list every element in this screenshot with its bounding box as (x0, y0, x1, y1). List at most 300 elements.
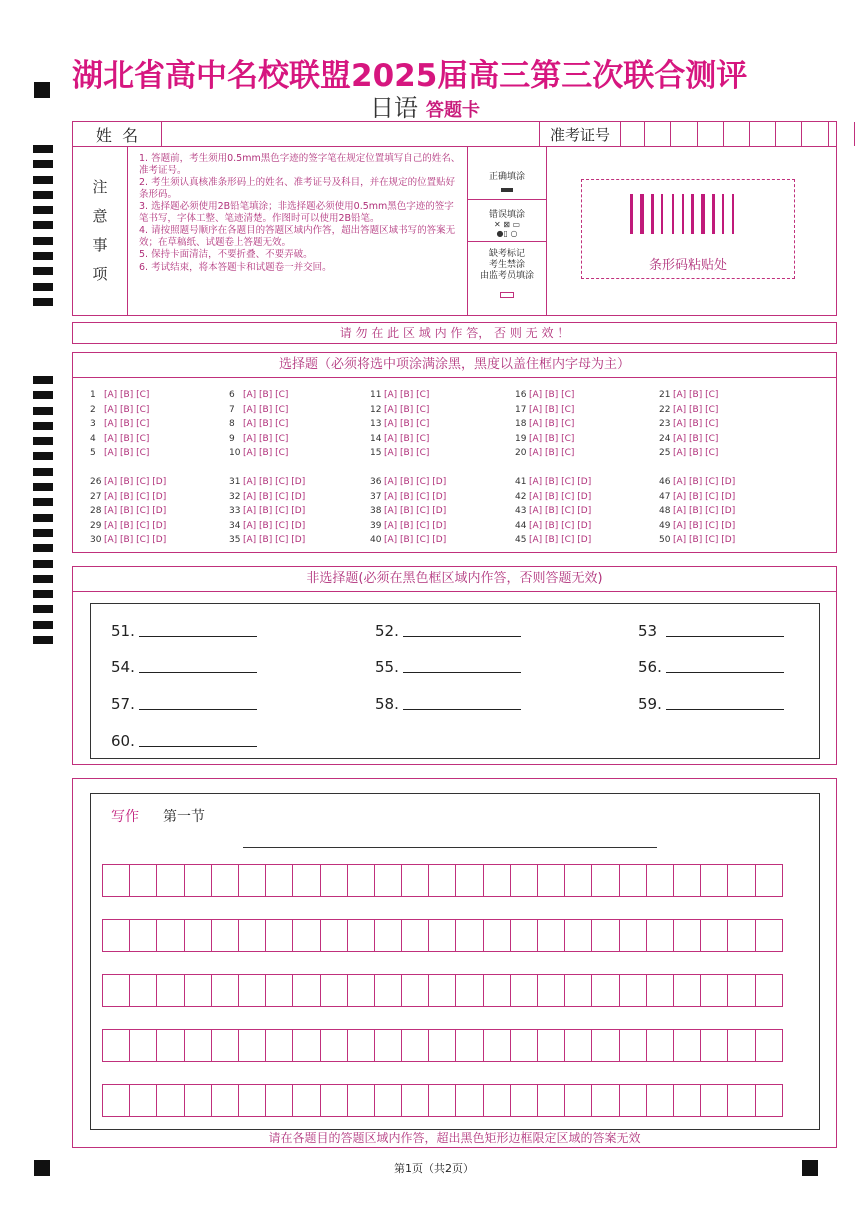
writing-cell[interactable] (129, 1084, 157, 1117)
mc-options[interactable]: [A] [B] [C] (243, 448, 289, 458)
writing-cell[interactable] (102, 1029, 130, 1062)
writing-cell[interactable] (619, 1084, 647, 1117)
mc-options[interactable]: [A] [B] [C] (673, 390, 719, 400)
mc-question[interactable] (90, 506, 166, 516)
writing-cell[interactable] (184, 864, 212, 897)
mc-question[interactable] (659, 405, 718, 415)
mc-options[interactable]: [A] [B] [C] [D] (104, 535, 167, 545)
notice-item: 4. 请按照题号顺序在各题目的答题区域内作答，超出答题区域书写的答案无效；在草稿纸、试题卷上答题无效。 (139, 225, 456, 248)
mc-options[interactable]: [A] [B] [C] [D] (384, 506, 447, 516)
writing-cell[interactable] (646, 864, 674, 897)
writing-cell[interactable] (292, 974, 320, 1007)
blank-answer-line[interactable] (139, 746, 257, 747)
writing-cell[interactable] (374, 1029, 402, 1062)
timing-mark (33, 191, 53, 199)
mc-question[interactable] (229, 477, 305, 487)
mc-options[interactable]: [A] [B] [C] (529, 419, 575, 429)
mc-question[interactable] (515, 492, 591, 502)
writing-cell[interactable] (727, 974, 755, 1007)
wrong-fill-cell (468, 199, 546, 242)
barcode-icon (630, 194, 741, 234)
writing-cell[interactable] (292, 1029, 320, 1062)
writing-cell[interactable] (156, 864, 184, 897)
writing-cell[interactable] (428, 919, 456, 952)
writing-cell[interactable] (401, 919, 429, 952)
writing-cell[interactable] (727, 1029, 755, 1062)
writing-cell[interactable] (211, 1084, 239, 1117)
mc-options[interactable]: [A] [B] [C] [D] (529, 491, 592, 502)
mc-question[interactable] (370, 506, 446, 516)
writing-cell[interactable] (347, 919, 375, 952)
mc-options[interactable]: [A] [B] [C] [D] (104, 520, 167, 531)
writing-cell[interactable] (483, 974, 511, 1007)
writing-cell[interactable] (755, 919, 783, 952)
mc-question-number: 17 (515, 404, 527, 415)
writing-cell[interactable] (755, 974, 783, 1007)
writing-cell[interactable] (292, 919, 320, 952)
writing-cell[interactable] (646, 1029, 674, 1062)
writing-cell[interactable] (564, 1029, 592, 1062)
mc-question-number: 44 (515, 520, 527, 531)
writing-cell[interactable] (537, 864, 565, 897)
writing-cell[interactable] (401, 974, 429, 1007)
writing-cell[interactable] (700, 864, 728, 897)
mc-options[interactable]: [A] [B] [C] (384, 390, 430, 400)
writing-cell[interactable] (238, 919, 266, 952)
timing-marks-group-1 (33, 145, 53, 313)
timing-mark (33, 560, 53, 568)
writing-cell[interactable] (673, 1029, 701, 1062)
mc-question[interactable] (229, 521, 305, 531)
mc-options[interactable]: [A] [B] [C] (529, 390, 575, 400)
writing-cell[interactable] (211, 864, 239, 897)
writing-cell[interactable] (619, 974, 647, 1007)
writing-cell[interactable] (265, 864, 293, 897)
mc-options[interactable]: [A] [B] [C] (673, 404, 719, 415)
timing-mark (33, 483, 53, 491)
mc-options[interactable]: [A] [B] [C] (104, 433, 150, 444)
exam-id-box[interactable] (671, 122, 697, 146)
writing-cell[interactable] (102, 864, 130, 897)
writing-cell[interactable] (455, 1084, 483, 1117)
writing-cell[interactable] (292, 864, 320, 897)
writing-cell[interactable] (211, 919, 239, 952)
absent-box[interactable] (500, 292, 514, 298)
writing-cell[interactable] (401, 1029, 429, 1062)
mc-options[interactable]: [A] [B] [C] (104, 404, 150, 415)
writing-cell[interactable] (320, 864, 348, 897)
writing-cell[interactable] (591, 974, 619, 1007)
mc-question[interactable] (90, 434, 149, 444)
writing-cell[interactable] (292, 1084, 320, 1117)
writing-cell[interactable] (564, 974, 592, 1007)
writing-cell[interactable] (673, 864, 701, 897)
writing-cell[interactable] (156, 919, 184, 952)
writing-cell[interactable] (727, 1084, 755, 1117)
mc-options[interactable]: [A] [B] [C] [D] (384, 491, 447, 502)
mc-question[interactable] (90, 390, 149, 400)
mc-question[interactable] (659, 521, 735, 531)
writing-cell[interactable] (320, 919, 348, 952)
writing-cell[interactable] (564, 864, 592, 897)
mc-options[interactable]: [A] [B] [C] (243, 419, 289, 429)
writing-cell[interactable] (700, 974, 728, 1007)
mc-question[interactable] (90, 448, 149, 458)
blank-label: 54. (111, 658, 135, 676)
timing-mark (33, 468, 53, 476)
mc-question-number: 12 (370, 404, 382, 415)
notice-item: 1. 答题前，考生须用0.5mm黑色字迹的签字笔在规定位置填写自己的姓名、准考证号。 (139, 153, 461, 176)
mc-question[interactable] (370, 434, 429, 444)
writing-cell[interactable] (428, 864, 456, 897)
mc-question[interactable] (229, 506, 305, 516)
page-subtitle (370, 88, 480, 122)
mc-question[interactable] (90, 405, 149, 415)
writing-cell[interactable] (673, 1084, 701, 1117)
writing-cell[interactable] (537, 1029, 565, 1062)
writing-cell[interactable] (510, 864, 538, 897)
mc-question[interactable] (90, 492, 166, 502)
writing-cell[interactable] (591, 1084, 619, 1117)
writing-cell[interactable] (510, 1084, 538, 1117)
writing-cell[interactable] (700, 1029, 728, 1062)
writing-title-line[interactable] (243, 847, 657, 848)
mc-question[interactable] (370, 405, 429, 415)
exam-id-boxes[interactable] (619, 122, 868, 146)
writing-cell[interactable] (374, 974, 402, 1007)
writing-cell[interactable] (238, 864, 266, 897)
writing-cell[interactable] (129, 919, 157, 952)
exam-id-box[interactable] (776, 122, 802, 146)
writing-cell[interactable] (347, 1084, 375, 1117)
mc-options[interactable]: [A] [B] [C] [D] (673, 506, 736, 516)
mc-question-number: 14 (370, 433, 382, 444)
timing-mark (33, 636, 53, 644)
writing-cell[interactable] (727, 919, 755, 952)
writing-cell[interactable] (591, 919, 619, 952)
blank-label: 59. (638, 695, 662, 713)
writing-cell[interactable] (428, 974, 456, 1007)
writing-grid-row (102, 919, 808, 952)
writing-cell[interactable] (129, 1029, 157, 1062)
mc-question[interactable] (229, 390, 288, 400)
writing-cell[interactable] (265, 1084, 293, 1117)
blank-answer-line[interactable] (403, 709, 521, 710)
mc-options[interactable]: [A] [B] [C] [D] (243, 520, 306, 531)
mc-question[interactable] (229, 419, 288, 429)
blank-answer-line[interactable] (139, 636, 257, 637)
mc-options[interactable]: [A] [B] [C] (384, 419, 430, 429)
writing-cell[interactable] (265, 974, 293, 1007)
writing-cell[interactable] (673, 919, 701, 952)
writing-cell[interactable] (184, 1029, 212, 1062)
mc-question[interactable] (515, 521, 591, 531)
writing-cell[interactable] (591, 864, 619, 897)
writing-cell[interactable] (184, 1084, 212, 1117)
mc-question[interactable] (370, 535, 446, 545)
mc-question[interactable] (370, 448, 429, 458)
writing-cell[interactable] (374, 919, 402, 952)
writing-cell[interactable] (156, 1084, 184, 1117)
writing-cell[interactable] (401, 1084, 429, 1117)
writing-cell[interactable] (564, 1084, 592, 1117)
timing-mark (33, 283, 53, 291)
corner-mark-top-left (34, 82, 50, 98)
exam-id-box[interactable] (619, 122, 645, 146)
mc-question[interactable] (659, 390, 718, 400)
mc-options[interactable]: [A] [B] [C] [D] (104, 477, 167, 487)
writing-cell[interactable] (428, 1084, 456, 1117)
writing-cell[interactable] (537, 1084, 565, 1117)
mc-options[interactable]: [A] [B] [C] [D] (104, 506, 167, 516)
mc-question[interactable] (370, 521, 446, 531)
mc-options[interactable]: [A] [B] [C] (529, 433, 575, 444)
writing-cell[interactable] (455, 974, 483, 1007)
writing-cell[interactable] (211, 974, 239, 1007)
mc-options[interactable]: [A] [B] [C] [D] (529, 535, 592, 545)
writing-cell[interactable] (211, 1029, 239, 1062)
exam-id-box[interactable] (750, 122, 776, 146)
writing-cell[interactable] (129, 864, 157, 897)
mc-options[interactable]: [A] [B] [C] [D] (384, 520, 447, 531)
mc-options[interactable]: [A] [B] [C] [D] (673, 520, 736, 531)
mc-options[interactable]: [A] [B] [C] [D] (384, 477, 447, 487)
writing-cell[interactable] (510, 1029, 538, 1062)
mc-question-number: 6 (229, 390, 235, 400)
exam-id-box[interactable] (724, 122, 750, 146)
mc-options[interactable]: [A] [B] [C] [D] (673, 491, 736, 502)
mc-question[interactable] (229, 405, 288, 415)
exam-id-box[interactable] (802, 122, 828, 146)
writing-cell[interactable] (483, 919, 511, 952)
writing-cell[interactable] (727, 864, 755, 897)
mc-question[interactable] (90, 521, 166, 531)
mc-question-number: 4 (90, 433, 96, 444)
mc-options[interactable]: [A] [B] [C] (673, 433, 719, 444)
writing-cell[interactable] (184, 974, 212, 1007)
mc-question-number: 25 (659, 448, 671, 458)
mc-options[interactable]: [A] [B] [C] [D] (673, 477, 736, 487)
mc-question-number: 40 (370, 535, 382, 545)
writing-cell[interactable] (755, 864, 783, 897)
mc-question[interactable] (659, 419, 718, 429)
no-answer-zone: 请 勿 在 此 区 域 内 作 答， 否 则 无 效 ！ (72, 322, 837, 344)
writing-cell[interactable] (455, 1029, 483, 1062)
writing-grid-row (102, 974, 808, 1007)
barcode-label: 条形码粘贴处 (648, 258, 727, 273)
name-label: 姓 名 (73, 122, 162, 146)
fill-title: 非选择题(必须在黑色框区域内作答，否则答题无效) (73, 567, 836, 592)
exam-id-box[interactable] (698, 122, 724, 146)
mc-question[interactable] (659, 448, 718, 458)
timing-mark (33, 437, 53, 445)
blank-answer-line[interactable] (139, 672, 257, 673)
writing-cell[interactable] (265, 919, 293, 952)
mc-options[interactable]: [A] [B] [C] [D] (104, 491, 167, 502)
writing-cell[interactable] (374, 1084, 402, 1117)
mc-question[interactable] (229, 492, 305, 502)
barcode-bar (736, 194, 738, 234)
mc-question[interactable] (659, 535, 735, 545)
mc-question[interactable] (90, 477, 166, 487)
writing-cell[interactable] (510, 974, 538, 1007)
mc-options[interactable]: [A] [B] [C] (104, 448, 150, 458)
notice-char: 注 (92, 178, 108, 196)
mc-question[interactable] (515, 506, 591, 516)
mc-options[interactable]: [A] [B] [C] (529, 448, 575, 458)
mc-options[interactable]: [A] [B] [C] [D] (529, 477, 592, 487)
barcode-bar (732, 194, 734, 234)
footer-warning: 请在各题目的答题区域内作答，超出黑色矩形边框限定区域的答案无效 (268, 1131, 641, 1145)
writing-cell[interactable] (537, 919, 565, 952)
blank-answer-line[interactable] (666, 672, 784, 673)
writing-section (72, 778, 837, 1148)
writing-cell[interactable] (156, 1029, 184, 1062)
writing-cell[interactable] (537, 974, 565, 1007)
exam-id-box[interactable] (855, 122, 868, 146)
mc-question[interactable] (229, 448, 288, 458)
writing-cell[interactable] (347, 864, 375, 897)
writing-cell[interactable] (320, 1084, 348, 1117)
writing-cell[interactable] (755, 1029, 783, 1062)
mc-question[interactable] (515, 390, 574, 400)
mc-question[interactable] (90, 419, 149, 429)
mc-options[interactable]: [A] [B] [C] [D] (384, 535, 447, 545)
mc-question-number: 19 (515, 433, 527, 444)
writing-cell[interactable] (347, 1029, 375, 1062)
blank-answer-line[interactable] (403, 636, 521, 637)
exam-id-box[interactable] (645, 122, 671, 146)
mc-question[interactable] (515, 477, 591, 487)
mc-options[interactable]: [A] [B] [C] [D] (243, 506, 306, 516)
absent-line: 缺考标记 (488, 249, 525, 259)
timing-mark (33, 605, 53, 613)
mc-options[interactable]: [A] [B] [C] (384, 448, 430, 458)
mc-question[interactable] (370, 477, 446, 487)
mc-question[interactable] (370, 390, 429, 400)
mc-options[interactable]: [A] [B] [C] [D] (243, 491, 306, 502)
writing-cell[interactable] (619, 1029, 647, 1062)
timing-mark (33, 621, 53, 629)
timing-mark (33, 206, 53, 214)
writing-cell[interactable] (646, 1084, 674, 1117)
writing-cell[interactable] (483, 1029, 511, 1062)
mc-question-number: 42 (515, 491, 527, 502)
mc-options[interactable]: [A] [B] [C] [D] (243, 477, 306, 487)
writing-cell[interactable] (619, 919, 647, 952)
writing-cell[interactable] (591, 1029, 619, 1062)
writing-cell[interactable] (102, 974, 130, 1007)
mc-options[interactable]: [A] [B] [C] (673, 448, 719, 458)
mc-question[interactable] (370, 419, 429, 429)
writing-cell[interactable] (320, 974, 348, 1007)
mc-options[interactable]: [A] [B] [C] [D] (673, 535, 736, 545)
mc-question[interactable] (229, 535, 305, 545)
writing-grid[interactable] (102, 864, 808, 1117)
writing-cell[interactable] (129, 974, 157, 1007)
writing-cell[interactable] (455, 864, 483, 897)
blank-answer-line[interactable] (666, 709, 784, 710)
writing-cell[interactable] (238, 1084, 266, 1117)
mc-question[interactable] (90, 535, 166, 545)
writing-cell[interactable] (238, 974, 266, 1007)
mc-question[interactable] (515, 405, 574, 415)
writing-cell[interactable] (483, 864, 511, 897)
blank-label: 53 (638, 622, 658, 640)
writing-cell[interactable] (755, 1084, 783, 1117)
writing-cell[interactable] (646, 919, 674, 952)
mc-question[interactable] (515, 535, 591, 545)
writing-cell[interactable] (700, 919, 728, 952)
writing-cell[interactable] (510, 919, 538, 952)
timing-mark (33, 237, 53, 245)
mc-options[interactable]: [A] [B] [C] (243, 390, 289, 400)
mc-question[interactable] (659, 506, 735, 516)
mc-options[interactable]: [A] [B] [C] (384, 433, 430, 444)
mc-question-number: 10 (229, 448, 241, 458)
mc-question[interactable] (515, 419, 574, 429)
mc-question[interactable] (515, 434, 574, 444)
mc-options[interactable]: [A] [B] [C] (104, 390, 150, 400)
blank-answer-line[interactable] (139, 709, 257, 710)
writing-cell[interactable] (156, 974, 184, 1007)
mc-options[interactable]: [A] [B] [C] [D] (243, 535, 306, 545)
mc-options[interactable]: [A] [B] [C] (673, 419, 719, 429)
writing-cell[interactable] (673, 974, 701, 1007)
writing-cell[interactable] (374, 864, 402, 897)
writing-cell[interactable] (265, 1029, 293, 1062)
writing-cell[interactable] (700, 1084, 728, 1117)
writing-cell[interactable] (428, 1029, 456, 1062)
writing-cell[interactable] (184, 919, 212, 952)
mc-options[interactable]: [A] [B] [C] (529, 404, 575, 415)
mc-options[interactable]: [A] [B] [C] [D] (529, 520, 592, 531)
writing-cell[interactable] (320, 1029, 348, 1062)
mc-question-number: 39 (370, 520, 382, 531)
exam-id-box[interactable] (829, 122, 855, 146)
mc-options[interactable]: [A] [B] [C] (104, 419, 150, 429)
writing-cell[interactable] (347, 974, 375, 1007)
mc-question[interactable] (659, 492, 735, 502)
mc-options[interactable]: [A] [B] [C] (243, 433, 289, 444)
blank-answer-line[interactable] (666, 636, 784, 637)
writing-cell[interactable] (619, 864, 647, 897)
timing-mark (33, 529, 53, 537)
mc-options[interactable]: [A] [B] [C] [D] (529, 506, 592, 516)
mc-options[interactable]: [A] [B] [C] (384, 404, 430, 415)
mc-question[interactable] (370, 492, 446, 502)
mc-question[interactable] (229, 434, 288, 444)
mc-question[interactable] (659, 434, 718, 444)
timing-mark (33, 590, 53, 598)
writing-cell[interactable] (646, 974, 674, 1007)
mc-options[interactable]: [A] [B] [C] (243, 404, 289, 415)
fill-in-section (72, 566, 837, 765)
blank-answer-line[interactable] (403, 672, 521, 673)
writing-cell[interactable] (238, 1029, 266, 1062)
mc-question[interactable] (659, 477, 735, 487)
writing-cell[interactable] (455, 919, 483, 952)
writing-cell[interactable] (102, 919, 130, 952)
writing-cell[interactable] (483, 1084, 511, 1117)
writing-cell[interactable] (564, 919, 592, 952)
mc-question[interactable] (515, 448, 574, 458)
writing-cell[interactable] (102, 1084, 130, 1117)
mc-question-number: 7 (229, 404, 235, 415)
blank-label: 55. (375, 658, 399, 676)
writing-cell[interactable] (401, 864, 429, 897)
name-input-area[interactable] (161, 122, 539, 146)
